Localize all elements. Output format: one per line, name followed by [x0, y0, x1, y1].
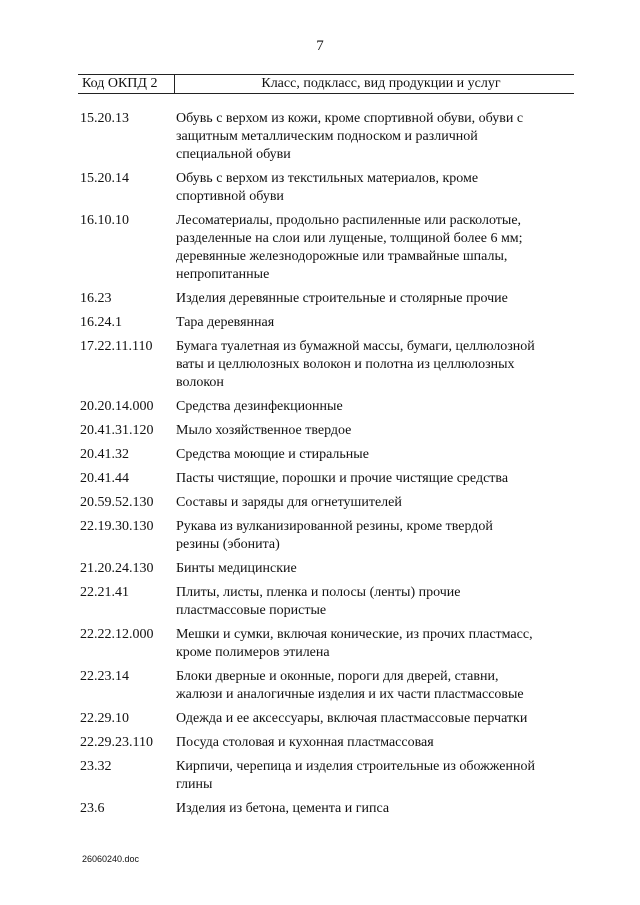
okpd-code: 22.19.30.130: [80, 519, 154, 534]
product-description: [176, 398, 570, 416]
table-row: [80, 518, 580, 554]
product-description: [176, 800, 570, 818]
product-description: [176, 314, 570, 332]
table-row: [80, 422, 580, 440]
description-line: глины: [176, 777, 213, 792]
description-line: Рукава из вулканизированной резины, кроме твердой: [176, 519, 493, 534]
okpd-code: 22.22.12.000: [80, 627, 154, 642]
table-row: [80, 668, 580, 704]
page-number: 7: [316, 38, 324, 54]
table-row: [80, 314, 580, 332]
description-line: волокон: [176, 375, 224, 390]
description-line: Лесоматериалы, продольно распиленные или расколотые,: [176, 213, 522, 228]
table-row: [80, 758, 580, 794]
description-line: Обувь с верхом из текстильных материалов, кроме: [176, 171, 479, 186]
okpd-code: 20.20.14.000: [80, 399, 154, 414]
description-line: специальной обуви: [176, 147, 291, 162]
product-description: [176, 290, 570, 308]
table-row: [80, 710, 580, 728]
description-line: деревянные железнодорожные или трамвайные шпалы,: [176, 249, 508, 264]
description-line: пластмассовые пористые: [176, 603, 327, 618]
table-row: [80, 560, 580, 578]
okpd-code: 20.59.52.130: [80, 495, 154, 510]
description-line: Тара деревянная: [176, 315, 275, 330]
okpd-code: 16.24.1: [80, 315, 122, 330]
okpd-code: 16.23: [80, 291, 112, 306]
product-description: [176, 710, 570, 728]
header-bottom-rule: [78, 93, 574, 94]
okpd-code: 22.29.23.110: [80, 735, 153, 750]
header-description-label: Класс, подкласс, вид продукции и услуг: [261, 76, 501, 91]
product-description: [176, 668, 570, 704]
product-description: [176, 758, 570, 794]
okpd-code: 15.20.14: [80, 171, 129, 186]
description-line: Мыло хозяйственное твердое: [176, 423, 352, 438]
okpd-code: 20.41.32: [80, 447, 129, 462]
description-line: жалюзи и аналогичные изделия и их части пластмассовые: [176, 687, 524, 702]
description-line: Средства дезинфекционные: [176, 399, 343, 414]
table-row: [80, 338, 580, 392]
table-row: [80, 290, 580, 308]
description-line: Блоки дверные и оконные, пороги для дверей, ставни,: [176, 669, 499, 684]
okpd-code: 22.23.14: [80, 669, 129, 684]
description-line: Кирпичи, черепица и изделия строительные из обожженной: [176, 759, 535, 774]
product-description: [176, 338, 570, 392]
okpd-code: 22.29.10: [80, 711, 129, 726]
okpd-code: 17.22.11.110: [80, 339, 153, 354]
product-description: [176, 422, 570, 440]
table-row: [80, 584, 580, 620]
header-code-label: Код ОКПД 2: [82, 76, 158, 91]
description-line: Плиты, листы, пленка и полосы (ленты) прочие: [176, 585, 461, 600]
header-top-rule: [78, 74, 574, 75]
product-description: [176, 446, 570, 464]
description-line: Составы и заряды для огнетушителей: [176, 495, 402, 510]
table-row: [80, 734, 580, 752]
table-row: [80, 398, 580, 416]
product-description: [176, 626, 570, 662]
table-row: [80, 626, 580, 662]
description-line: спортивной обуви: [176, 189, 284, 204]
footer-filename: 26060240.doc: [82, 854, 140, 864]
product-description: [176, 110, 570, 164]
description-line: Посуда столовая и кухонная пластмассовая: [176, 735, 434, 750]
description-line: кроме полимеров этилена: [176, 645, 330, 660]
okpd-code: 20.41.44: [80, 471, 129, 486]
description-line: Средства моющие и стиральные: [176, 447, 369, 462]
okpd-code: 23.6: [80, 801, 105, 816]
product-description: [176, 212, 570, 284]
product-description: [176, 584, 570, 620]
description-line: разделенные на слои или лущеные, толщиной более 6 мм;: [176, 231, 523, 246]
table-row: [80, 212, 580, 284]
table-row: [80, 170, 580, 206]
okpd-code: 23.32: [80, 759, 112, 774]
description-line: защитным металлическим подноском и различной: [176, 129, 478, 144]
description-line: Одежда и ее аксессуары, включая пластмассовые перчатки: [176, 711, 528, 726]
description-line: Бинты медицинские: [176, 561, 297, 576]
header-column-divider: [174, 74, 175, 93]
table-row: [80, 800, 580, 818]
description-line: Изделия деревянные строительные и столярные прочие: [176, 291, 508, 306]
description-line: непропитанные: [176, 267, 270, 282]
product-description: [176, 518, 570, 554]
product-description: [176, 470, 570, 488]
description-line: резины (эбонита): [176, 537, 280, 552]
table-header: [78, 74, 574, 94]
okpd-code: 20.41.31.120: [80, 423, 154, 438]
table-row: [80, 446, 580, 464]
product-description: [176, 170, 570, 206]
okpd-code: 21.20.24.130: [80, 561, 154, 576]
okpd-code: 15.20.13: [80, 111, 129, 126]
okpd-code: 22.21.41: [80, 585, 129, 600]
table-row: [80, 470, 580, 488]
okpd-table-body: [80, 110, 580, 824]
description-line: Изделия из бетона, цемента и гипса: [176, 801, 390, 816]
description-line: ваты и целлюлозных волокон и полотна из целлюлозных: [176, 357, 515, 372]
product-description: [176, 494, 570, 512]
description-line: Мешки и сумки, включая конические, из прочих пластмасс,: [176, 627, 533, 642]
okpd-code: 16.10.10: [80, 213, 129, 228]
table-row: [80, 494, 580, 512]
description-line: Обувь с верхом из кожи, кроме спортивной обуви, обуви с: [176, 111, 524, 126]
description-line: Пасты чистящие, порошки и прочие чистящие средства: [176, 471, 509, 486]
product-description: [176, 560, 570, 578]
description-line: Бумага туалетная из бумажной массы, бумаги, целлюлозной: [176, 339, 535, 354]
product-description: [176, 734, 570, 752]
table-row: [80, 110, 580, 164]
